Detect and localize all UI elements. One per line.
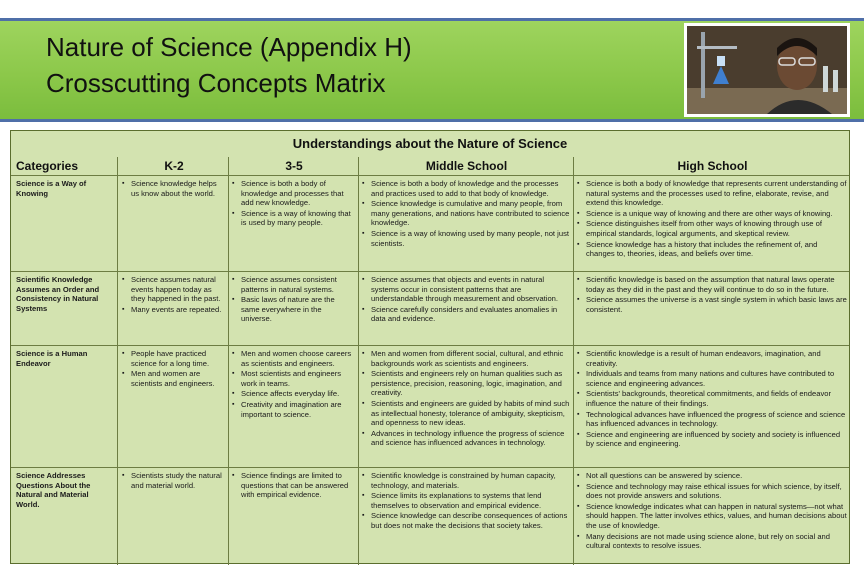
middle-school-cell	[362, 179, 570, 249]
bullet-item: ▪ Science limits its explanations to systems that lend themselves to observation and empirical evidence.	[362, 491, 570, 510]
bullet-list	[122, 275, 224, 314]
bullet-item: ▪ Science assumes the universe is a vast single system in which basic laws are consistent.	[577, 295, 847, 314]
header-3-5: 3-5	[285, 159, 303, 173]
matrix-banner: Understandings about the Nature of Science	[292, 136, 568, 151]
bullet-item: ▪ Science knowledge can describe consequences of actions but does not make the decisions that society takes.	[362, 511, 570, 530]
bullet-list	[232, 179, 354, 228]
bullet-item: ▪ Advances in technology influence the progress of science and science has influenced advances in technology.	[362, 429, 570, 448]
bullet-item: ▪ Science knowledge has a history that includes the refinement of, and changes to, theories, ideas, and beliefs over time.	[577, 240, 847, 259]
bullet-list	[362, 275, 570, 324]
category-cell: Scientific Knowledge Assumes an Order and Consistency in Natural Systems	[16, 275, 100, 313]
bullet-item: ▪ Most scientists and engineers work in teams.	[232, 369, 354, 388]
bullet-item: ▪ Science and technology may raise ethical issues for which science, by itself, does not provide answers and solutions.	[577, 482, 847, 501]
bullet-list	[362, 349, 570, 448]
bullet-item: ▪ Science assumes natural events happen today as they happened in the past.	[122, 275, 224, 304]
bullet-item: ▪ Science is both a body of knowledge that represents current understanding of natural systems and the processes used to refine, elaborate, revise, and extend this knowledge.	[577, 179, 847, 208]
bullet-item: ▪ Scientific knowledge is based on the assumption that natural laws operate today as they did in the past and they will continue to do so in the future.	[577, 275, 847, 294]
bullet-item: ▪ Men and women from different social, cultural, and ethnic backgrounds work as scientists and engineers.	[362, 349, 570, 368]
bullet-list	[122, 349, 224, 388]
bullet-list	[577, 275, 847, 314]
bullet-item: ▪ People have practiced science for a long time.	[122, 349, 224, 368]
bullet-item: ▪ Science is both a body of knowledge and processes that add new knowledge.	[232, 179, 354, 208]
high-school-cell	[577, 349, 847, 450]
category-cell: Science is a Way of Knowing	[16, 179, 87, 198]
category-cell: Science Addresses Questions About the Natural and Material World.	[16, 471, 91, 509]
bullet-item: ▪ Science knowledge is cumulative and many people, from many generations, and nations have contributed to science knowledge.	[362, 199, 570, 228]
bullet-list	[232, 471, 354, 500]
bullet-item: ▪ Many decisions are not made using science alone, but rely on social and cultural contexts to resolve issues.	[577, 532, 847, 551]
bullet-item: ▪ Scientists' backgrounds, theoretical commitments, and fields of endeavor influence the nature of their findings.	[577, 389, 847, 408]
high-school-cell	[577, 179, 847, 260]
header-k2: K-2	[164, 159, 184, 173]
nature-of-science-matrix	[10, 130, 850, 564]
bullet-list	[577, 179, 847, 259]
matrix-row	[11, 271, 849, 345]
bullet-item: ▪ Science and engineering are influenced by society and society is influenced by science and engineering.	[577, 430, 847, 449]
bullet-item: ▪ Scientific knowledge is a result of human endeavors, imagination, and creativity.	[577, 349, 847, 368]
slide-header	[0, 18, 864, 122]
matrix-row	[11, 467, 849, 565]
matrix-row	[11, 345, 849, 467]
bullet-list	[362, 179, 570, 248]
bullet-list	[122, 471, 224, 490]
grade-3-5-cell	[232, 349, 354, 420]
photo-illustration	[687, 26, 847, 114]
bullet-list	[232, 275, 354, 324]
bullet-item: ▪ Science knowledge helps us know about the world.	[122, 179, 224, 198]
bullet-item: ▪ Scientific knowledge is constrained by human capacity, technology, and materials.	[362, 471, 570, 490]
matrix-row	[11, 175, 849, 271]
bullet-item: ▪ Creativity and imagination are important to science.	[232, 400, 354, 419]
bullet-item: ▪ Science carefully considers and evaluates anomalies in data and evidence.	[362, 305, 570, 324]
bullet-item: ▪ Science findings are limited to questions that can be answered with empirical evidence.	[232, 471, 354, 500]
bullet-item: ▪ Science is a way of knowing that is used by many people.	[232, 209, 354, 228]
bullet-item: ▪ Science affects everyday life.	[232, 389, 354, 399]
header-high-school: High School	[677, 159, 748, 173]
middle-school-cell	[362, 275, 570, 325]
grade-3-5-cell	[232, 179, 354, 229]
title-line-1: Nature of Science (Appendix H)	[46, 32, 412, 62]
k2-cell	[122, 275, 224, 315]
bullet-item: ▪ Science assumes that objects and events in natural systems occur in consistent patterns that are understandable through measurement and observation.	[362, 275, 570, 304]
grade-3-5-cell	[232, 275, 354, 325]
bullet-item: ▪ Scientists and engineers rely on human qualities such as persistence, precision, reasoning, logic, imagination, and creativity.	[362, 369, 570, 398]
bullet-item: ▪ Many events are repeated.	[122, 305, 224, 315]
bullet-item: ▪ Scientists and engineers are guided by habits of mind such as intellectual honesty, tolerance of ambiguity, skepticism, and openness to new ideas.	[362, 399, 570, 428]
bullet-item: ▪ Science assumes consistent patterns in natural systems.	[232, 275, 354, 294]
k2-cell	[122, 179, 224, 199]
bullet-item: ▪ Men and women are scientists and engineers.	[122, 369, 224, 388]
bullet-item: ▪ Technological advances have influenced the progress of science and science has influenced advances in technology.	[577, 410, 847, 429]
bullet-item: ▪ Science is a way of knowing used by many people, not just scientists.	[362, 229, 570, 248]
title-line-2: Crosscutting Concepts Matrix	[46, 68, 386, 98]
bullet-item: ▪ Science is both a body of knowledge and the processes and practices used to add to that body of knowledge.	[362, 179, 570, 198]
bullet-item: ▪ Science knowledge indicates what can happen in natural systems—not what should happen. The latter involves ethics, values, and human decisions about the use of knowledge.	[577, 502, 847, 531]
bullet-item: ▪ Science is a unique way of knowing and there are other ways of knowing.	[577, 209, 847, 219]
high-school-cell	[577, 471, 847, 552]
bullet-item: ▪ Not all questions can be answered by science.	[577, 471, 847, 481]
middle-school-cell	[362, 471, 570, 532]
grade-3-5-cell	[232, 471, 354, 501]
bullet-item: ▪ Science distinguishes itself from other ways of knowing through use of empirical standards, logical arguments, and skeptical review.	[577, 219, 847, 238]
bullet-list	[232, 349, 354, 419]
bullet-list	[122, 179, 224, 198]
bullet-item: ▪ Individuals and teams from many nations and cultures have contributed to science and engineering advances.	[577, 369, 847, 388]
category-cell: Science is a Human Endeavor	[16, 349, 88, 368]
k2-cell	[122, 349, 224, 389]
student-microscope-photo	[684, 23, 850, 117]
header-categories: Categories	[16, 159, 79, 173]
matrix-header-row	[11, 157, 849, 175]
middle-school-cell	[362, 349, 570, 449]
bullet-list	[577, 349, 847, 449]
bullet-item: ▪ Men and women choose careers as scientists and engineers.	[232, 349, 354, 368]
bullet-list	[362, 471, 570, 531]
bullet-item: ▪ Basic laws of nature are the same everywhere in the universe.	[232, 295, 354, 324]
slide-title	[46, 29, 412, 101]
header-middle-school: Middle School	[425, 159, 508, 173]
bullet-item: ▪ Scientists study the natural and material world.	[122, 471, 224, 490]
bullet-list	[577, 471, 847, 551]
high-school-cell	[577, 275, 847, 315]
k2-cell	[122, 471, 224, 491]
